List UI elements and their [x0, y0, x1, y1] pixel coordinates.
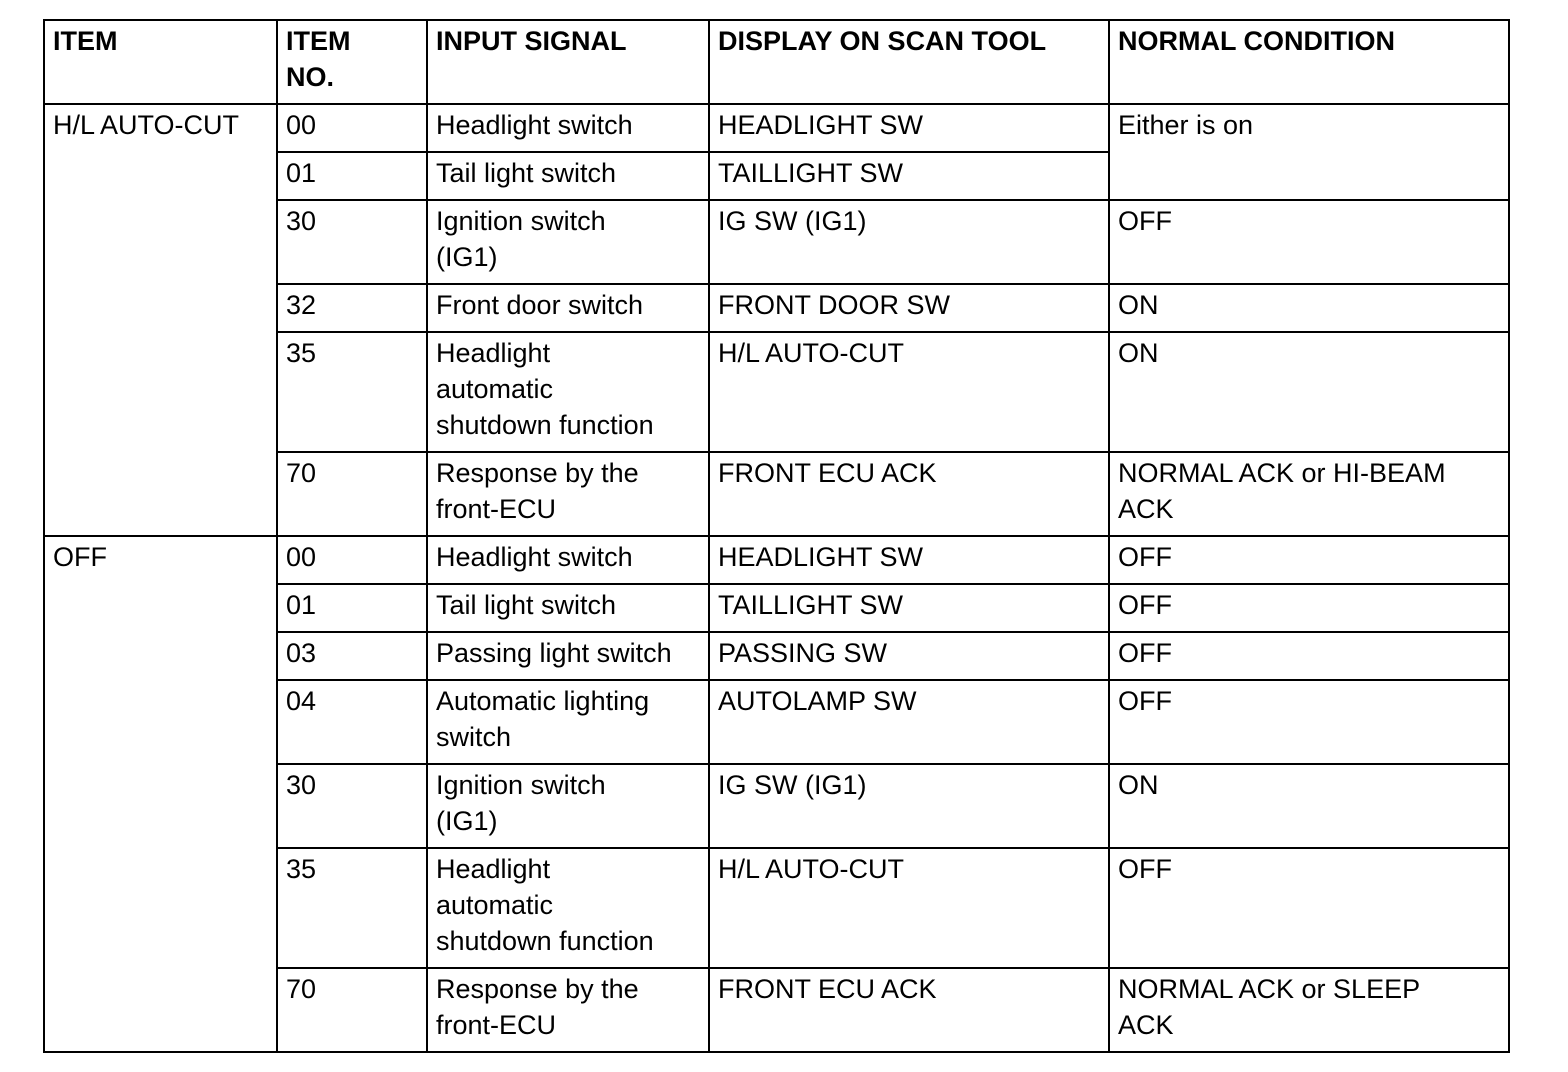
display-cell: H/L AUTO-CUT: [709, 332, 1109, 452]
display-cell: TAILLIGHT SW: [709, 584, 1109, 632]
normal-condition-cell: Either is on: [1109, 104, 1509, 200]
display-cell: IG SW (IG1): [709, 764, 1109, 848]
display-cell: PASSING SW: [709, 632, 1109, 680]
item-no-cell: 00: [277, 536, 427, 584]
normal-condition-cell: ON: [1109, 332, 1509, 452]
item-no-cell: 00: [277, 104, 427, 152]
display-cell: H/L AUTO-CUT: [709, 848, 1109, 968]
input-signal-cell: Headlight automatic shutdown function: [427, 332, 709, 452]
input-signal-cell: Passing light switch: [427, 632, 709, 680]
item-no-cell: 35: [277, 332, 427, 452]
input-signal-cell: Headlight automatic shutdown function: [427, 848, 709, 968]
item-no-cell: 01: [277, 584, 427, 632]
display-cell: HEADLIGHT SW: [709, 536, 1109, 584]
item-no-cell: 03: [277, 632, 427, 680]
normal-condition-cell: OFF: [1109, 536, 1509, 584]
table-row: [44, 104, 1509, 152]
normal-condition-cell: ON: [1109, 764, 1509, 848]
display-cell: FRONT ECU ACK: [709, 968, 1109, 1052]
input-signal-cell: Ignition switch (IG1): [427, 764, 709, 848]
item-no-cell: 01: [277, 152, 427, 200]
item-no-cell: 32: [277, 284, 427, 332]
item-no-cell: 70: [277, 968, 427, 1052]
normal-condition-cell: OFF: [1109, 200, 1509, 284]
input-signal-cell: Ignition switch (IG1): [427, 200, 709, 284]
group-item-cell: H/L AUTO-CUT: [44, 104, 277, 536]
header-normal-condition: NORMAL CONDITION: [1109, 20, 1509, 104]
display-cell: TAILLIGHT SW: [709, 152, 1109, 200]
normal-condition-cell: OFF: [1109, 584, 1509, 632]
input-signal-cell: Front door switch: [427, 284, 709, 332]
normal-condition-cell: OFF: [1109, 632, 1509, 680]
display-cell: HEADLIGHT SW: [709, 104, 1109, 152]
display-cell: IG SW (IG1): [709, 200, 1109, 284]
item-no-cell: 70: [277, 452, 427, 536]
item-no-cell: 04: [277, 680, 427, 764]
normal-condition-cell: NORMAL ACK or SLEEP ACK: [1109, 968, 1509, 1052]
normal-condition-cell: OFF: [1109, 848, 1509, 968]
group-item-cell: OFF: [44, 536, 277, 1052]
item-no-cell: 30: [277, 764, 427, 848]
item-no-cell: 30: [277, 200, 427, 284]
input-signal-cell: Automatic lighting switch: [427, 680, 709, 764]
scan-tool-data-table: [43, 19, 1510, 1053]
display-cell: FRONT ECU ACK: [709, 452, 1109, 536]
normal-condition-cell: OFF: [1109, 680, 1509, 764]
normal-condition-cell: NORMAL ACK or HI-BEAM ACK: [1109, 452, 1509, 536]
input-signal-cell: Headlight switch: [427, 536, 709, 584]
table-row: [44, 536, 1509, 584]
display-cell: AUTOLAMP SW: [709, 680, 1109, 764]
header-item: ITEM: [44, 20, 277, 104]
table-header-row: [44, 20, 1509, 104]
header-input-signal: INPUT SIGNAL: [427, 20, 709, 104]
header-item-no: ITEM NO.: [277, 20, 427, 104]
normal-condition-cell: ON: [1109, 284, 1509, 332]
display-cell: FRONT DOOR SW: [709, 284, 1109, 332]
input-signal-cell: Response by the front-ECU: [427, 968, 709, 1052]
input-signal-cell: Response by the front-ECU: [427, 452, 709, 536]
header-display-on-scan-tool: DISPLAY ON SCAN TOOL: [709, 20, 1109, 104]
input-signal-cell: Headlight switch: [427, 104, 709, 152]
input-signal-cell: Tail light switch: [427, 152, 709, 200]
item-no-cell: 35: [277, 848, 427, 968]
input-signal-cell: Tail light switch: [427, 584, 709, 632]
